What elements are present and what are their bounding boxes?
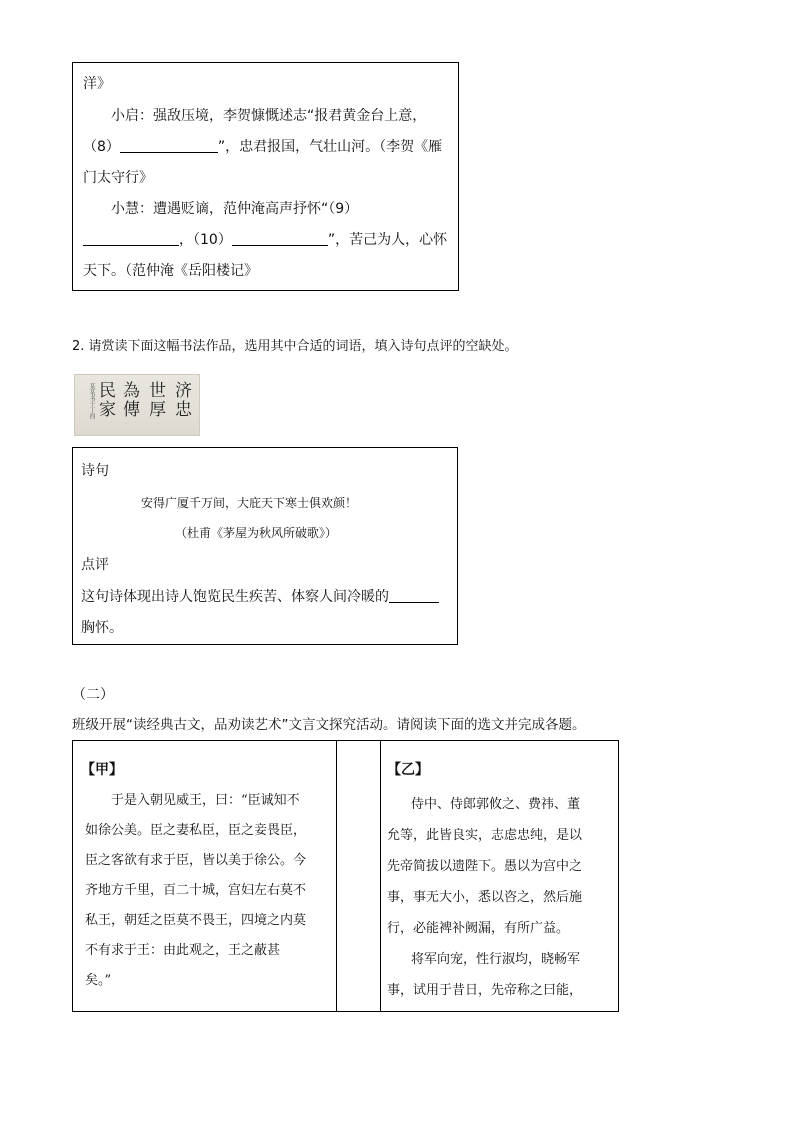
section-heading: （二） <box>72 687 114 703</box>
blank-9[interactable] <box>83 231 179 246</box>
box1-line-6 <box>83 231 447 249</box>
box1-line-3 <box>83 138 442 156</box>
poetry-fill-box <box>72 62 459 291</box>
yi-line-3: 先帝简拔以遗陛下。愚以为宫中之 <box>387 859 583 874</box>
comment-blank[interactable] <box>389 588 439 603</box>
label-comment: 点评 <box>81 557 109 573</box>
box1-line-2: 小启：强敌压境，李贺慷慨述志“报君黄金台上意， <box>111 108 427 124</box>
calligraphy-signature: 某某书于丁酉 <box>88 383 95 419</box>
yi-line-2: 允等，此皆良实，志虑忠纯，是以 <box>387 828 583 843</box>
box1-line-1: 洋》 <box>83 76 111 92</box>
comment-line <box>81 588 439 606</box>
jia-line-4: 齐地方千里，百二十城，宫妇左右莫不 <box>85 883 307 898</box>
yi-line-1: 侍中、侍郎郭攸之、费祎、董 <box>411 797 581 812</box>
jia-line-1: 于是入朝见威王，曰：“臣诚知不 <box>111 793 300 808</box>
yi-line-4: 事，事无大小，悉以咨之，然后施 <box>387 890 583 905</box>
jia-line-7: 矣。” <box>85 973 112 988</box>
calligraphy-col-2: 世厚 <box>145 381 165 419</box>
box1-line-4: 门太守行》 <box>83 170 153 186</box>
jia-line-2: 如徐公美。臣之妻私臣，臣之妾畏臣， <box>85 823 307 838</box>
blank-8[interactable] <box>120 138 218 153</box>
jia-line-3: 臣之客欲有求于臣，皆以美于徐公。今 <box>85 853 307 868</box>
yi-line-6: 将军向宠，性行淑均，晓畅军 <box>411 952 581 967</box>
section-intro: 班级开展“读经典古文，品劝读艺术”文言文探究活动。请阅读下面的选文并完成各题。 <box>72 717 586 733</box>
comparison-table <box>72 740 619 1012</box>
box1-line-7: 天下。（范仲淹《岳阳楼记》 <box>83 263 258 279</box>
jia-line-6: 不有求于王：由此观之，王之蔽甚 <box>85 943 281 958</box>
jia-label: 【甲】 <box>81 762 123 778</box>
table-divider-2 <box>380 741 381 1011</box>
label-poem: 诗句 <box>81 463 109 479</box>
calligraphy-col-1: 济忠 <box>171 381 191 419</box>
box1-line-3-tail: ”，忠君报国，气壮山河。（李贺《雁 <box>217 139 443 155</box>
yi-line-5: 行，必能裨补阙漏，有所广益。 <box>387 921 570 936</box>
poem-text: 安得广厦千万间，大庇天下寒士俱欢颜！ <box>141 496 358 510</box>
poem-source: （杜甫《茅屋为秋风所破歌》） <box>175 526 338 540</box>
yi-label: 【乙】 <box>387 762 429 778</box>
poem-comment-box <box>72 447 458 645</box>
jia-line-5: 私王，朝廷之臣莫不畏王，四境之内莫 <box>85 913 307 928</box>
blank-8-label: （8） <box>83 139 120 155</box>
comment-tail: 胸怀。 <box>81 620 123 636</box>
comment-text: 这句诗体现出诗人饱览民生疾苦、体察人间冷暖的 <box>81 589 389 605</box>
table-divider-1 <box>336 741 337 1011</box>
question-2-prompt: 2. 请赏读下面这幅书法作品，选用其中合适的词语，填入诗句点评的空缺处。 <box>72 339 518 354</box>
blank-10[interactable] <box>232 231 328 246</box>
calligraphy-col-4: 民家 <box>95 381 115 419</box>
blank-10-label: ，（10） <box>179 232 232 248</box>
calligraphy-image <box>74 374 200 436</box>
calligraphy-col-3: 為傳 <box>119 381 139 419</box>
box1-line-5: 小慧：遭遇贬谪，范仲淹高声抒怀“（9） <box>111 201 359 217</box>
yi-line-7: 事，试用于昔日，先帝称之曰能， <box>387 983 583 998</box>
box1-line-6-tail: ”，苦己为人，心怀 <box>327 232 448 248</box>
